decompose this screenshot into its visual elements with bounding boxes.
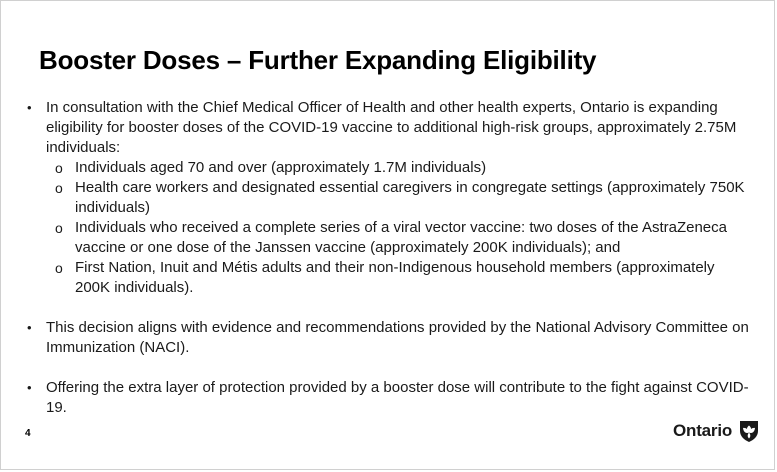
sub-list-item: [23, 178, 751, 218]
sub-list-item: [23, 258, 751, 298]
page-number: 4: [25, 428, 31, 439]
sub-list: [23, 158, 751, 298]
sub-list-item: [23, 218, 751, 258]
slide-title: Booster Doses – Further Expanding Eligibility: [39, 45, 597, 75]
sub-item-text: Health care workers and designated essential caregivers in congregate settings (approximately 750K individuals): [75, 179, 745, 216]
bullet-item: [23, 318, 751, 358]
ontario-logo: [673, 419, 761, 443]
sub-bullet-marker: o: [55, 180, 63, 196]
logo-text: Ontario: [673, 421, 733, 440]
sub-list-item: [23, 158, 751, 178]
sub-bullet-marker: o: [55, 160, 63, 176]
bullet-text: This decision aligns with evidence and recommendations provided by the National Advisory Committee on Immunization (NACI).: [46, 319, 749, 356]
sub-item-text: First Nation, Inuit and Métis adults and their non-Indigenous household members (approximately 200K individuals).: [75, 259, 715, 296]
trillium-icon: [737, 419, 761, 443]
bullet-marker: •: [27, 380, 32, 395]
sub-item-text: Individuals aged 70 and over (approximately 1.7M individuals): [75, 159, 487, 176]
bullet-marker: •: [27, 100, 32, 115]
bullet-text: Offering the extra layer of protection provided by a booster dose will contribute to the fight against COVID-19.: [46, 379, 749, 416]
spacer: [23, 298, 751, 318]
bullet-item: [23, 378, 751, 418]
sub-bullet-marker: o: [55, 220, 63, 236]
sub-bullet-marker: o: [55, 260, 63, 276]
spacer: [23, 358, 751, 378]
slide-content: [23, 98, 751, 418]
bullet-marker: •: [27, 320, 32, 335]
sub-item-text: Individuals who received a complete series of a viral vector vaccine: two doses of the AstraZeneca vaccine or one dose of the Janssen vaccine (approximately 200K individuals); and: [75, 219, 727, 256]
bullet-item: [23, 98, 751, 158]
bullet-text: In consultation with the Chief Medical Officer of Health and other health experts, Ontario is expanding eligibility for booster doses of the COVID-19 vaccine to additional high-risk groups, approximately 2.75M individuals:: [46, 99, 737, 156]
